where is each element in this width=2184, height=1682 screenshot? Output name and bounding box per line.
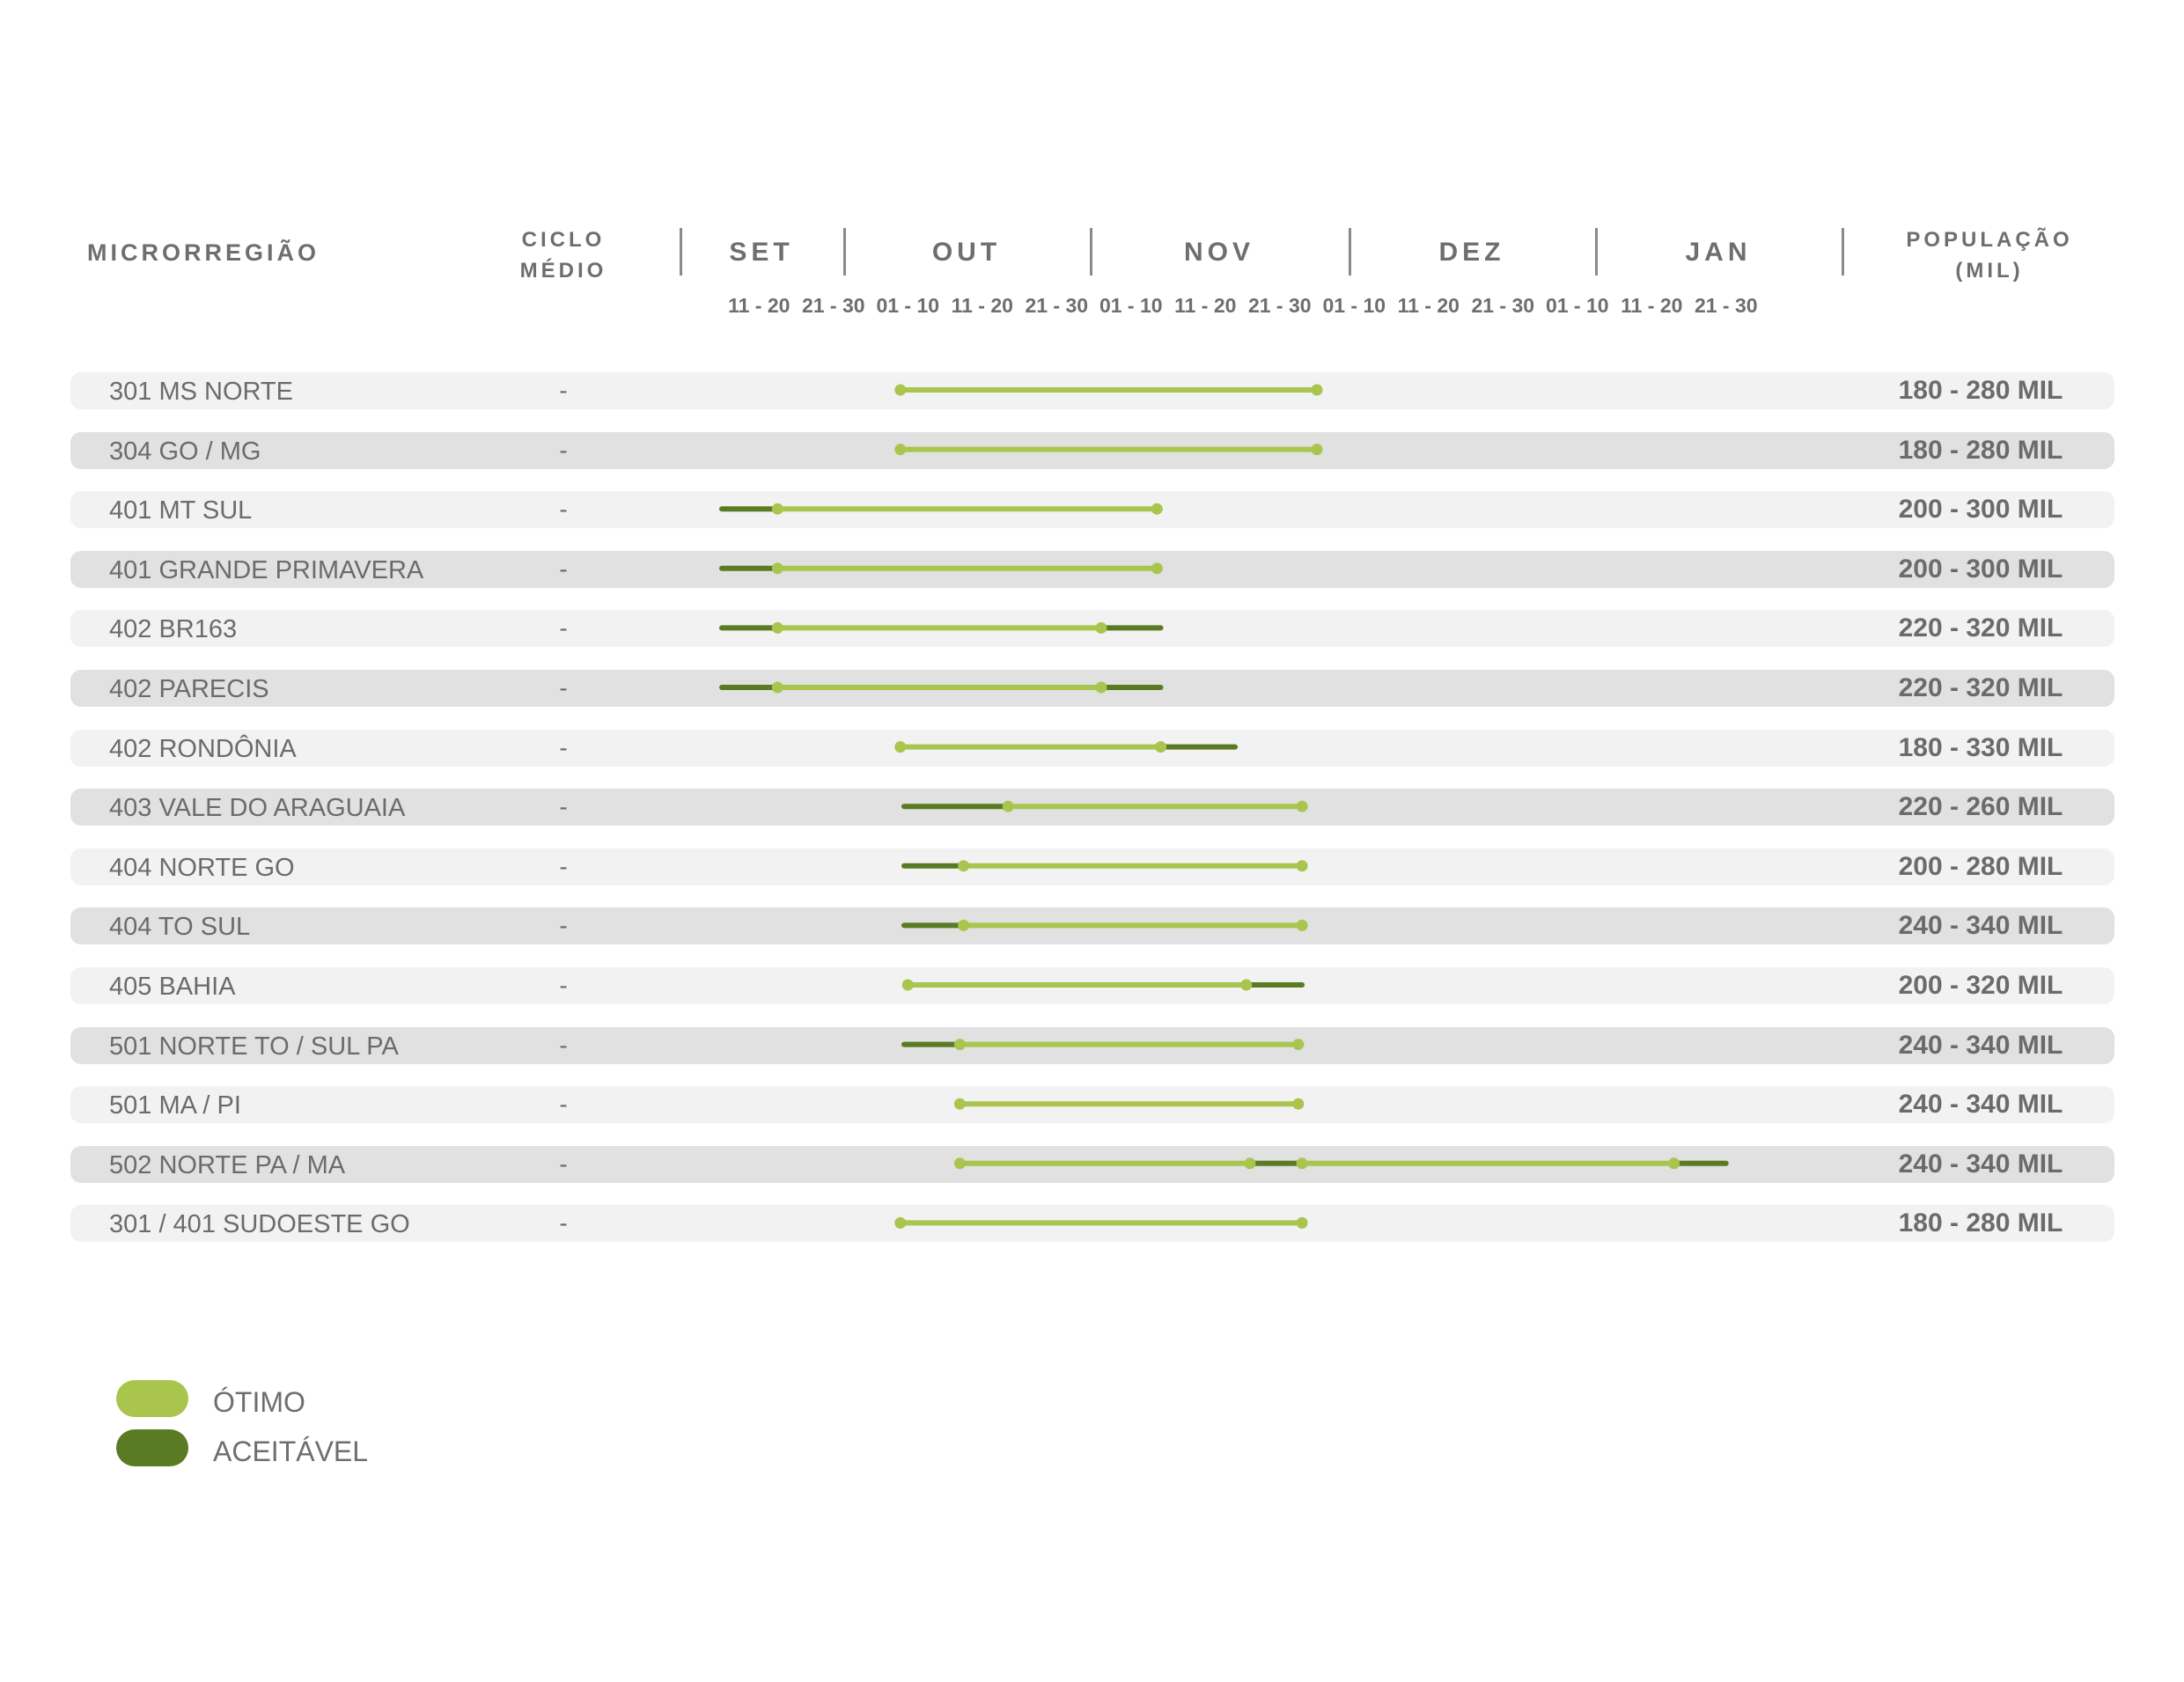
row-cycle: - xyxy=(559,436,568,464)
row-population: 200 - 280 MIL xyxy=(1898,851,2063,881)
row-region-name: 404 TO SUL xyxy=(109,913,251,942)
legend-label-aceitavel: ACEITÁVEL xyxy=(213,1436,369,1467)
month-label-4: JAN xyxy=(1685,238,1752,267)
row-cycle: - xyxy=(559,674,568,701)
period-label: 01 - 10 xyxy=(1099,294,1163,317)
row-cycle: - xyxy=(559,1031,568,1059)
table-row xyxy=(70,967,2114,1004)
row-region-name: 301 / 401 SUDOESTE GO xyxy=(109,1210,410,1239)
period-label: 21 - 30 xyxy=(1471,294,1535,317)
row-population: 180 - 280 MIL xyxy=(1898,435,2063,465)
row-population: 220 - 320 MIL xyxy=(1898,613,2063,643)
row-population: 180 - 280 MIL xyxy=(1898,1208,2063,1238)
row-region-name: 402 RONDÔNIA xyxy=(109,734,297,763)
table-row xyxy=(70,848,2114,885)
row-region-name: 404 NORTE GO xyxy=(109,853,295,882)
row-region-name: 502 NORTE PA / MA xyxy=(109,1150,346,1179)
period-label: 11 - 20 xyxy=(951,294,1013,317)
table-row xyxy=(70,610,2114,647)
column-header-population xyxy=(1866,224,2113,286)
legend-swatch-aceitavel xyxy=(116,1429,188,1466)
row-population: 200 - 300 MIL xyxy=(1898,495,2063,525)
period-label: 11 - 20 xyxy=(1397,294,1460,317)
table-row xyxy=(70,907,2114,944)
month-separator xyxy=(843,228,846,275)
month-separator xyxy=(1595,228,1598,275)
table-row xyxy=(70,432,2114,469)
period-label: 21 - 30 xyxy=(1247,294,1312,317)
row-population: 240 - 340 MIL xyxy=(1898,1149,2063,1179)
row-population: 240 - 340 MIL xyxy=(1898,1030,2063,1060)
row-region-name: 501 NORTE TO / SUL PA xyxy=(109,1032,399,1061)
cycle-header-line2: MÉDIO xyxy=(519,259,607,283)
period-label: 21 - 30 xyxy=(1694,294,1758,317)
table-row xyxy=(70,372,2114,409)
row-cycle: - xyxy=(559,614,568,643)
row-cycle: - xyxy=(559,852,568,880)
period-label: 01 - 10 xyxy=(876,294,940,317)
row-region-name: 301 MS NORTE xyxy=(109,378,293,406)
row-region-name: 402 PARECIS xyxy=(109,675,269,703)
row-cycle: - xyxy=(559,555,568,583)
row-population: 200 - 300 MIL xyxy=(1898,554,2063,584)
table-row xyxy=(70,670,2114,707)
period-label: 11 - 20 xyxy=(1174,294,1237,317)
row-population: 240 - 340 MIL xyxy=(1898,911,2063,941)
month-label-0: SET xyxy=(729,238,794,267)
population-header-line2: (MIL) xyxy=(1955,259,2024,283)
row-region-name: 401 MT SUL xyxy=(109,496,253,525)
row-cycle: - xyxy=(559,972,568,999)
row-cycle: - xyxy=(559,1149,568,1178)
month-separator xyxy=(1349,228,1351,275)
row-cycle: - xyxy=(559,733,568,761)
table-row xyxy=(70,491,2114,528)
period-label: 21 - 30 xyxy=(1025,294,1089,317)
row-cycle: - xyxy=(559,1091,568,1119)
period-label: 01 - 10 xyxy=(1545,294,1609,317)
row-population: 240 - 340 MIL xyxy=(1898,1090,2063,1120)
month-separator xyxy=(1842,228,1844,275)
row-cycle: - xyxy=(559,377,568,404)
row-population: 220 - 260 MIL xyxy=(1898,792,2063,822)
row-population: 180 - 280 MIL xyxy=(1898,376,2063,405)
row-region-name: 405 BAHIA xyxy=(109,973,236,1001)
cycle-header-line1: CICLO xyxy=(521,228,606,252)
population-header-line1: POPULAÇÃO xyxy=(1906,228,2073,252)
month-label-3: DEZ xyxy=(1438,238,1505,267)
row-region-name: 402 BR163 xyxy=(109,615,238,644)
month-label-2: NOV xyxy=(1183,238,1254,267)
row-region-name: 304 GO / MG xyxy=(109,437,261,466)
row-population: 180 - 330 MIL xyxy=(1898,732,2063,762)
period-label: 21 - 30 xyxy=(801,294,865,317)
column-header-cycle xyxy=(493,224,634,286)
legend-swatch-otimo xyxy=(116,1380,188,1417)
row-region-name: 501 MA / PI xyxy=(109,1091,241,1120)
row-cycle: - xyxy=(559,496,568,524)
row-cycle: - xyxy=(559,912,568,940)
legend-label-otimo: ÓTIMO xyxy=(213,1386,305,1418)
period-label: 01 - 10 xyxy=(1322,294,1386,317)
month-label-1: OUT xyxy=(931,238,1002,267)
table-row xyxy=(70,1146,2114,1183)
row-region-name: 403 VALE DO ARAGUAIA xyxy=(109,794,406,823)
table-row xyxy=(70,1086,2114,1123)
table-row xyxy=(70,730,2114,767)
row-region-name: 401 GRANDE PRIMAVERA xyxy=(109,555,424,584)
column-header-region: MICRORREGIÃO xyxy=(87,239,320,266)
period-label: 11 - 20 xyxy=(1621,294,1683,317)
row-population: 200 - 320 MIL xyxy=(1898,971,2063,1000)
month-separator xyxy=(680,228,682,275)
row-population: 220 - 320 MIL xyxy=(1898,673,2063,702)
row-cycle: - xyxy=(559,793,568,821)
month-separator xyxy=(1090,228,1092,275)
period-label: 11 - 20 xyxy=(728,294,791,317)
row-cycle: - xyxy=(559,1209,568,1238)
